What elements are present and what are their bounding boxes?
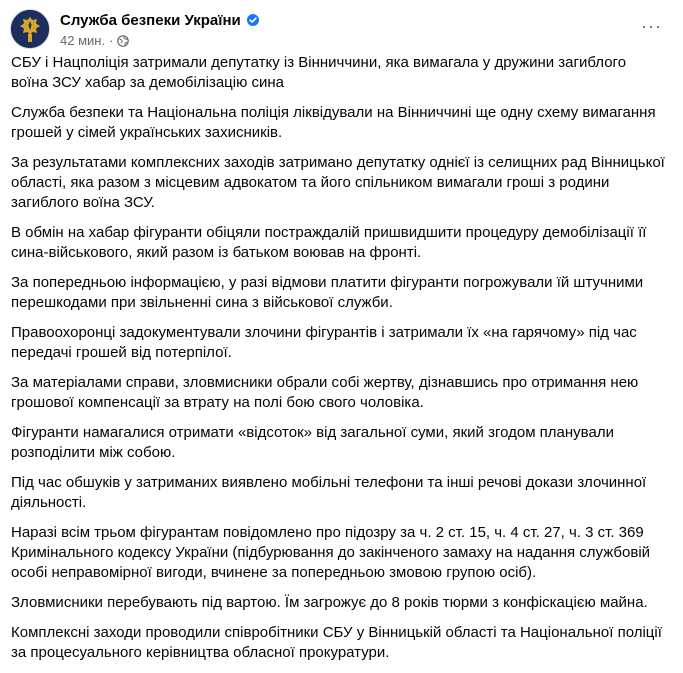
post-header — [10, 9, 670, 51]
post-meta — [60, 33, 129, 48]
page-avatar[interactable] — [10, 9, 50, 49]
verified-badge-icon — [247, 14, 259, 26]
post-paragraph: Фігуранти намагалися отримати «відсоток» від загальної суми, який згодом планували розподілити між собою. — [11, 424, 614, 461]
post-paragraph: Під час обшуків у затриманих виявлено мобільні телефони та інші речові докази злочинної діяльності. — [11, 474, 647, 511]
page-name[interactable]: Служба безпеки України — [60, 12, 241, 29]
post-paragraph: Зловмисники перебувають під вартою. Їм загрожує до 8 років тюрми з конфіскацією майна. — [11, 594, 648, 611]
post-paragraph: В обмін на хабар фігуранти обіцяли постраждалій пришвидшити процедуру демобілізації її сина-військового, який разом із батьком воював на фронті. — [11, 224, 647, 261]
meta-separator: · — [109, 33, 114, 48]
post-text — [11, 53, 666, 673]
post-time[interactable]: 42 мин. — [60, 33, 106, 48]
post-paragraph: СБУ і Нацполіція затримали депутатку із Вінниччини, яка вимагала у дружини загиблого воїна ЗСУ хабар за демобілізацію сина — [11, 54, 627, 91]
post-paragraph: Комплексні заходи проводили співробітники СБУ у Вінницькій області та Національної поліції за процесуального керівництва обласної прокуратури. — [11, 624, 662, 661]
post-paragraph: Правоохоронці задокументували злочини фігурантів і затримали їх «на гарячому» під час передачі грошей від потерпілої. — [11, 324, 637, 361]
more-options-icon[interactable]: ··· — [641, 16, 662, 36]
sbu-emblem-icon — [11, 10, 49, 48]
post-paragraph: Наразі всім трьом фігурантам повідомлено про підозру за ч. 2 ст. 15, ч. 4 ст. 27, ч. 3 ст. 369 Кримінального кодексу України (підбурювання до закінченого замаху на надання службовій особі неправомірної вигоди, вчинене за попередньою змовою групою осіб). — [11, 524, 651, 581]
globe-icon[interactable] — [117, 35, 129, 47]
post-paragraph: Служба безпеки та Національна поліція ліквідували на Вінниччині ще одну схему вимагання грошей у сімей українських захисників. — [11, 104, 656, 141]
post-paragraph: За попередньою інформацією, у разі відмови платити фігуранти погрожували їй штучними перешкодами при звільненні сина з військової служби. — [11, 274, 644, 311]
post-paragraph: За матеріалами справи, зловмисники обрали собі жертву, дізнавшись про отримання нею грошової компенсації за втрату на полі бою свого чоловіка. — [11, 374, 639, 411]
post-paragraph: За результатами комплексних заходів затримано депутатку однієї із селищних рад Вінницької області, яка разом з місцевим адвокатом та його спільником вимагали гроші з родини загиблого воїна ЗСУ. — [11, 154, 665, 211]
